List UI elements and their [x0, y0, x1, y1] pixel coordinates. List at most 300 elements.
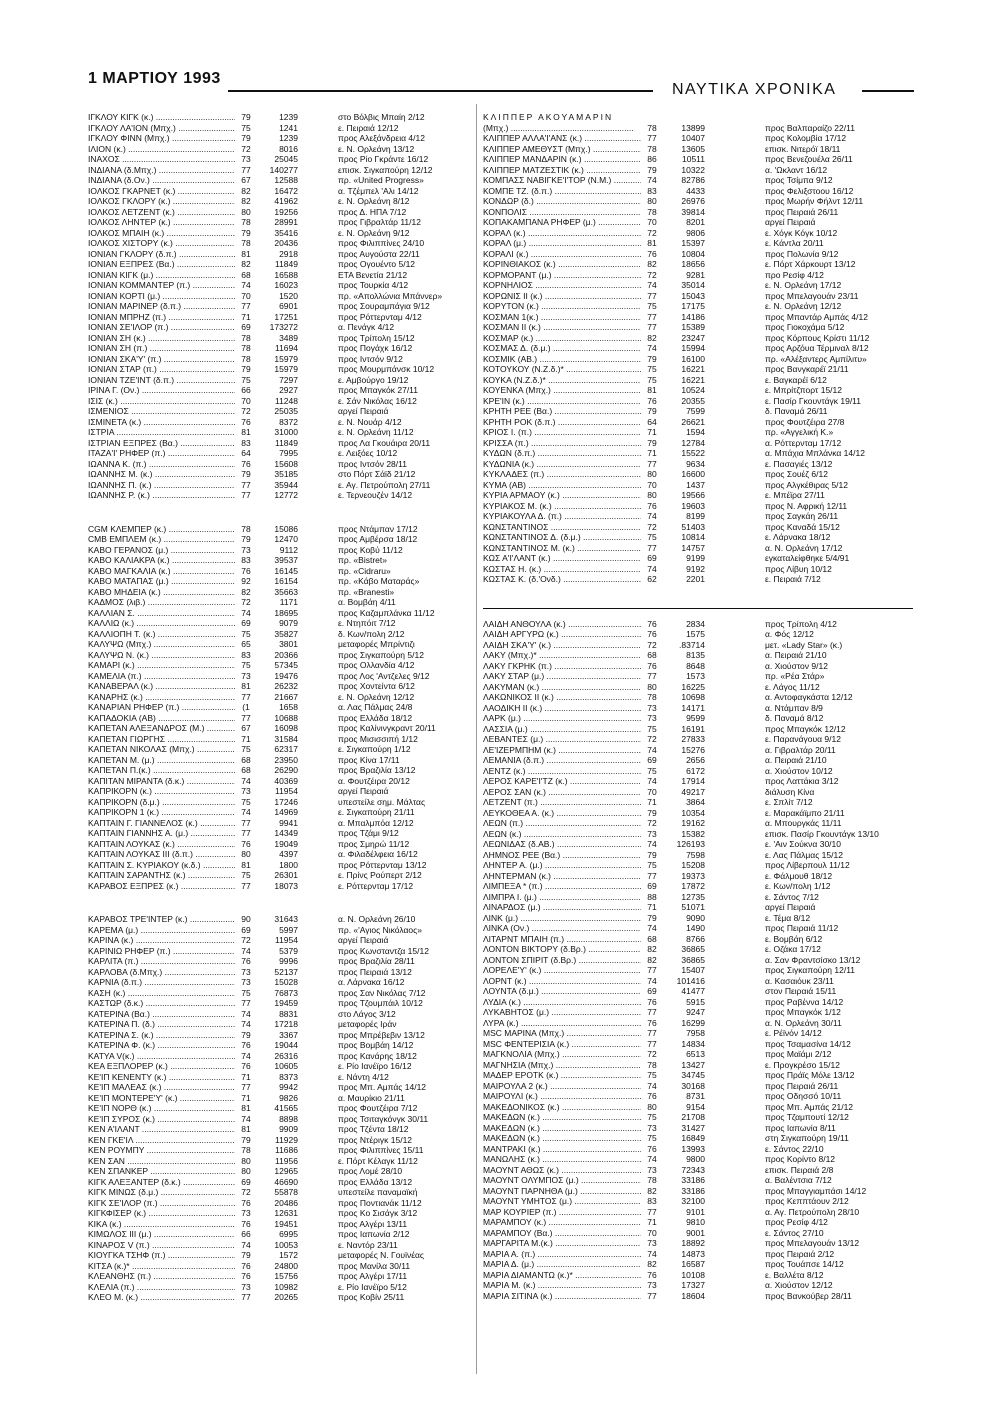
- ship-position: ε. Κάντλα 20/11: [765, 238, 824, 248]
- ship-name: ΛΑΚΥ ΣΤΑΡ (μ.) .....: [483, 671, 641, 682]
- ship-position: προς Κωνσταντζα 15/12: [338, 945, 429, 956]
- ship-row: [88, 755, 488, 766]
- ship-position: προς Ιαπωνία 2/12: [338, 1229, 410, 1239]
- build-year: 66: [241, 1229, 251, 1239]
- ship-name: ΚΑΛΛΙΟΠΗ Τ. (κ.) .....: [88, 629, 235, 640]
- ship-row: [88, 576, 488, 587]
- build-year: 79: [241, 227, 251, 238]
- tonnage: 19162: [681, 818, 705, 828]
- ship-row: [88, 1030, 488, 1041]
- build-year: 73: [647, 1164, 657, 1175]
- tonnage: 13899: [681, 122, 705, 133]
- ship-position: προς Τρίπολη 15/12: [338, 332, 415, 343]
- ship-position: αργεί Πειραιά: [765, 217, 816, 227]
- build-year: 77: [241, 828, 251, 838]
- ship-row: [88, 807, 488, 818]
- ship-name: ΛΕΩΝ (π.) .....: [483, 818, 641, 829]
- tonnage: 34745: [681, 1070, 705, 1080]
- ship-name: ΜΑΟΥΝΤ ΑΘΩΣ (κ.) .....: [483, 1165, 641, 1176]
- ship-name: ΙΟΝΙΑΝ ΚΟΡΤΙ (μ.) .....: [88, 291, 235, 302]
- build-year: 81: [241, 681, 251, 691]
- ship-name: ΛΑΚΥΜΑΝ (κ.) .....: [483, 682, 641, 693]
- build-year: 75: [241, 628, 251, 639]
- ship-name: ΚΑΠΕΤΑΝ Π.(κ.) .....: [88, 765, 235, 776]
- tonnage: 8898: [279, 1113, 298, 1124]
- build-year: 86: [647, 154, 657, 164]
- ship-name: ΛΕ'ΙΖΕΡΜΠΗΜ (κ.) .....: [483, 745, 641, 756]
- ship-name: ΚΩΣΤΑΣ Η. (κ.) .....: [483, 564, 641, 575]
- tonnage: 26301: [274, 870, 298, 880]
- ship-row: [88, 1282, 488, 1293]
- ship-row: [483, 312, 913, 323]
- tonnage: 20436: [274, 238, 298, 248]
- ship-position: α. Χιούστον 12/12: [765, 1280, 833, 1290]
- tonnage: 15043: [681, 290, 705, 301]
- ship-name: ΚΑΤΥΑ V(κ.) .....: [88, 1051, 235, 1062]
- ship-position: ε. Παρανάγουα 9/12: [765, 734, 841, 744]
- ship-position: ε. Σάντος 7/12: [765, 891, 819, 902]
- ship-row: [88, 196, 488, 207]
- ship-position: προς Μωρήν Φήλντ 12/11: [765, 196, 864, 206]
- tonnage: 15756: [274, 1271, 298, 1281]
- ship-row: [483, 459, 913, 470]
- ship-row: [483, 553, 913, 564]
- ship-position: προς Βανκούβερ 28/11: [765, 1290, 852, 1301]
- ship-name: ΜΑΡΙΑ Α. (π.) .....: [483, 1249, 641, 1260]
- tonnage: 4397: [279, 849, 298, 859]
- ship-row: [88, 998, 488, 1009]
- ship-name: ΚΑΠΤΑΙΝ ΛΟΥΚΑΣ ΙΙΙ (δ.π.) .....: [88, 849, 235, 860]
- ship-name: ΚΑΣΤΩΡ (δ.κ.) .....: [88, 998, 235, 1009]
- ship-row: [483, 469, 913, 480]
- ship-row: [88, 448, 488, 459]
- ship-name: ΚΩΣΤΑΣ Κ. (δ.'Ονδ.) .....: [483, 574, 641, 585]
- ship-row: [88, 1061, 488, 1072]
- build-year: 78: [241, 523, 251, 534]
- ship-name: MSC ΜΑΡΙΝΑ (Μπχ.) .....: [483, 1028, 641, 1039]
- build-year: 73: [241, 977, 251, 987]
- ship-name: ΚΟΥΕΝΚΑ (Μπχ.) .....: [483, 385, 641, 396]
- ship-position: ε. Σάν Νικόλας 16/12: [338, 395, 417, 406]
- tonnage: 12470: [274, 534, 298, 544]
- ship-position: ε. Σιγκαπούρη 1/12: [338, 744, 411, 754]
- tonnage: 20355: [681, 395, 705, 406]
- ship-row: [483, 217, 913, 228]
- ship-position: ε. Πόρτ Κέλαγκ 11/12: [338, 1155, 418, 1166]
- ship-row: [88, 671, 488, 682]
- ship-name: ΚΟΡΝΗΛΙΟΣ .....: [483, 280, 641, 291]
- ship-position: προς Φιλιππίνες 15/11: [338, 1145, 424, 1155]
- ship-row: [483, 1175, 913, 1186]
- ship-name: ΜΑΙΡΟΥΛΙ (κ.) .....: [483, 1091, 641, 1102]
- ship-name: ΙΟΝΙΑΝ ΜΠΡΗΖ (π.) .....: [88, 312, 235, 323]
- ship-name: ΜΑΡ ΚΟΥΡΙΕΡ (π.) .....: [483, 1207, 641, 1218]
- build-year: 70: [647, 217, 657, 227]
- ship-name: ΛΑΣΣΙΑ (μ.) .....: [483, 724, 641, 735]
- ship-row: [88, 1009, 488, 1020]
- ship-row: [88, 524, 488, 535]
- ship-position: α. Πενάγκ 4/12: [338, 322, 395, 332]
- build-year: 77: [647, 542, 657, 553]
- ship-row: [88, 123, 488, 134]
- ship-row: [483, 385, 913, 396]
- ship-position: επισκ. Νιτερόϊ 18/11: [765, 143, 841, 154]
- ship-row: [88, 545, 488, 556]
- build-year: 76: [241, 838, 251, 849]
- build-year: 79: [241, 364, 251, 374]
- ship-row: [88, 660, 488, 671]
- ship-name: ΛΟΥΝΤΑ (δ.μ.) .....: [483, 986, 641, 997]
- tonnage: 18656: [681, 259, 705, 269]
- ship-row: [483, 976, 913, 987]
- build-year: 72: [647, 227, 657, 238]
- build-year: 72: [647, 818, 657, 828]
- ship-name: ΛΑΚΥ ΓΚΡΗΚ (π.) .....: [483, 661, 641, 672]
- ship-name: ΚΑΠΤΑΙΝ ΓΙΑΝΝΗΣ Α. (μ.) .....: [88, 828, 235, 839]
- ship-row: [483, 850, 913, 861]
- tonnage: 17251: [274, 311, 298, 322]
- ship-row: [88, 1271, 488, 1282]
- tonnage: 15608: [274, 458, 298, 469]
- ship-row: [88, 1145, 488, 1156]
- ship-row: [483, 839, 913, 850]
- tonnage: 20366: [274, 649, 298, 660]
- tonnage: 5915: [686, 996, 705, 1007]
- ship-name: ΛΥΡΑ (κ.) .....: [483, 1018, 641, 1029]
- build-year: 77: [647, 1007, 657, 1017]
- build-year: 81: [241, 248, 251, 259]
- tonnage: 9154: [686, 1101, 705, 1112]
- ship-row: [88, 1240, 488, 1251]
- ship-row: [88, 967, 488, 978]
- build-year: 74: [647, 923, 657, 933]
- ship-position: ε. Σιγκαπούρη 21/11: [338, 807, 415, 817]
- build-year: 75: [241, 870, 251, 880]
- tonnage: 9112: [279, 544, 298, 555]
- build-year: 76: [241, 1061, 251, 1071]
- ship-row: [483, 1238, 913, 1249]
- tonnage: 3489: [279, 332, 298, 343]
- ship-name: ΚΑΡΙΝΑ (κ.) .....: [88, 935, 235, 946]
- build-year: 82: [647, 1259, 657, 1269]
- ship-position: ε. Βαγκαρέϊ 6/12: [765, 374, 827, 385]
- tonnage: 32100: [681, 1196, 705, 1206]
- build-year: 90: [241, 914, 251, 924]
- tonnage: 9942: [279, 1082, 298, 1092]
- ship-row: [88, 935, 488, 946]
- tonnage: 51071: [681, 902, 705, 912]
- tonnage: 31427: [681, 1122, 705, 1133]
- ship-row: [88, 1156, 488, 1167]
- ship-row: [483, 175, 913, 186]
- ship-position: πρ. «Ρέα Στάρ»: [765, 671, 825, 681]
- ship-position: προς Μπελαγουάν 13/12: [765, 1238, 860, 1248]
- ship-name: ΙΟΝΙΑΝ ΣΤΑΡ (π.) .....: [88, 364, 235, 375]
- ship-position: προς Σιγκαπούρη 5/12: [338, 649, 424, 660]
- tonnage: 20486: [274, 1197, 298, 1208]
- ship-row: [483, 364, 913, 375]
- ship-name: ΚΡΕ'ΙΝ (κ.) .....: [483, 396, 641, 407]
- ship-name: ΚΑΡΝΙΑ (δ.π.) .....: [88, 977, 235, 988]
- ship-row: [483, 543, 913, 554]
- build-year: 72: [241, 406, 251, 416]
- ship-name: ΙΣΜΙΝΕΤΑ (κ.) .....: [88, 417, 235, 428]
- build-year: 75: [241, 796, 251, 807]
- ship-row: [88, 534, 488, 545]
- build-year: 79: [647, 912, 657, 923]
- tonnage: 18604: [681, 1290, 705, 1301]
- ship-row: [483, 133, 913, 144]
- tonnage: 5379: [279, 945, 298, 956]
- tonnage: 101416: [676, 975, 705, 986]
- ship-row: [88, 396, 488, 407]
- tonnage: 9599: [686, 713, 705, 723]
- ship-row: [483, 986, 913, 997]
- tonnage: 16849: [681, 1133, 705, 1143]
- build-year: 71: [241, 311, 251, 322]
- ship-name: CMB ΕΜΠΛΕΜ (κ.) .....: [88, 534, 235, 545]
- tonnage: 14873: [681, 1248, 705, 1259]
- build-year: 77: [241, 998, 251, 1008]
- ship-row: [88, 1019, 488, 1030]
- ship-row: [88, 186, 488, 197]
- build-year: 81: [647, 385, 657, 395]
- ship-row: [483, 944, 913, 955]
- ship-position: ε. Ντηπόιτ 7/12: [338, 618, 396, 628]
- ship-position: α. Χιούστον 9/12: [765, 660, 828, 671]
- ship-position: προς Φουτζέιρα 27/8: [765, 416, 845, 427]
- ship-name: ΚΑΠΤΑΙΝ Σ. ΚΥΡΙΑΚΟΥ (κ.δ.) .....: [88, 860, 235, 871]
- tonnage: 1572: [279, 1250, 298, 1260]
- ship-position: ε. 'Αιν Σούκνα 30/10: [765, 839, 841, 849]
- ship-position: αργεί Πειραιά: [338, 406, 389, 416]
- ship-name: ΛΙΜΠΕΞΑ * (π.) .....: [483, 881, 641, 892]
- ship-row: [483, 682, 913, 693]
- ship-name: ΚΑΝΑΒΕΡΑΛ (κ.) .....: [88, 681, 235, 692]
- ship-position: πρ. «'Αγιος Νικόλαος»: [338, 924, 422, 935]
- tonnage: 51403: [681, 521, 705, 532]
- right-column: [483, 112, 913, 1324]
- ship-row: [483, 619, 913, 630]
- tonnage: 31643: [274, 914, 298, 924]
- ship-position: προς Τσιταγκόνγκ 30/11: [338, 1113, 429, 1124]
- tonnage: 16221: [681, 364, 705, 374]
- build-year: 74: [241, 280, 251, 290]
- ship-row: [88, 238, 488, 249]
- ship-name: ΙΣΤΡΙΑΝ ΕΞΠΡΕΣ (Βα.) .....: [88, 438, 235, 449]
- ship-row: [483, 871, 913, 882]
- build-year: 69: [241, 322, 251, 332]
- ship-position: α. Πειραιά 21/10: [765, 650, 827, 660]
- ship-name: ΜΑΟΥΝΤ ΟΛΥΜΠΟΣ (μ.) .....: [483, 1175, 641, 1186]
- build-year: 66: [241, 385, 251, 395]
- tonnage: 15276: [681, 744, 705, 755]
- ship-row: [483, 1112, 913, 1123]
- ship-position: προς Κο Σισάγκ 3/12: [338, 1208, 418, 1218]
- tonnage: 15407: [681, 965, 705, 975]
- ship-row: [88, 681, 488, 692]
- ship-row: [88, 765, 488, 776]
- tonnage: 18073: [274, 880, 298, 891]
- ship-row: [483, 154, 913, 165]
- ship-name: ΙΟΝΙΑΝ ΕΞΠΡΕΣ (Βα.) .....: [88, 259, 235, 270]
- ship-position: προς Αλγέρι 17/11: [338, 1271, 408, 1281]
- build-year: 76: [647, 1017, 657, 1028]
- ship-row: [483, 1060, 913, 1071]
- ship-position: προ Ρεσίφ 4/12: [765, 269, 824, 280]
- ship-name: ΚΑΜΕΛΙΑ (π.) .....: [88, 671, 235, 682]
- ship-row: [88, 723, 488, 734]
- ship-position: προς Λομέ 28/10: [338, 1166, 403, 1176]
- build-year: 68: [241, 269, 251, 280]
- ship-name: ΚΕΝ ΓΚΕ'ΙΛ .....: [88, 1135, 235, 1146]
- ship-row: [88, 828, 488, 839]
- ship-row: [88, 618, 488, 629]
- ship-position: προς Αλγέρι 13/11: [338, 1218, 408, 1229]
- ship-name: ΛΗΝΤΕΡΜΑΝ (κ.) .....: [483, 871, 641, 882]
- ship-row: [88, 692, 488, 703]
- ship-row: [483, 207, 913, 218]
- tonnage: 10804: [681, 248, 705, 259]
- tonnage: 41962: [274, 196, 298, 206]
- ship-name: ΜΑΚΕΔΩΝ (κ.) .....: [483, 1112, 641, 1123]
- build-year: 81: [241, 1124, 251, 1134]
- build-year: 74: [241, 807, 251, 817]
- build-year: 73: [241, 1208, 251, 1218]
- ship-position: α. Μπάχια Μπλάνκα 14/12: [765, 448, 865, 458]
- ship-row: [483, 511, 913, 522]
- ship-name: ΙΡΙΝΑ Γ. (Ον.) .....: [88, 385, 235, 396]
- ship-position: ε. Ν. Ορλεάνη 17/12: [765, 280, 842, 290]
- build-year: 73: [241, 544, 251, 555]
- tonnage: 18892: [681, 1238, 705, 1248]
- ship-name: ΚΑΡΕΜΑ (μ.) .....: [88, 925, 235, 936]
- tonnage: 28991: [274, 217, 298, 227]
- ship-position: πρ. «United Progress»: [338, 175, 424, 185]
- build-year: 79: [241, 1134, 251, 1145]
- tonnage: 8373: [279, 1071, 298, 1082]
- build-year: 77: [241, 691, 251, 702]
- ship-name: ΚΙΜΩΛΟΣ ΙΙΙ (μ.) .....: [88, 1229, 235, 1240]
- ship-position: ε. Αμβούργο 19/12: [338, 374, 409, 385]
- ship-name: ΚΑΣΗ (κ.) .....: [88, 988, 235, 999]
- tonnage: 14834: [681, 1038, 705, 1049]
- build-year: 77: [647, 290, 657, 301]
- ship-name: ΚΟΠΑΚΑΜΠΑΝΑ ΡΗΦΕΡ (μ.) .....: [483, 217, 641, 228]
- ship-position: ε. Ρίο Ιανέϊρο 16/12: [338, 1061, 412, 1071]
- ship-name: ΚΥΚΛΑΔΕΣ (π.) .....: [483, 469, 641, 480]
- tonnage: 6513: [686, 1049, 705, 1059]
- build-year: 82: [647, 332, 657, 343]
- ship-row: [88, 217, 488, 228]
- ship-name: ΙΟΛΚΟΣ ΓΚΑΡΝΕΤ (κ.) .....: [88, 186, 235, 197]
- build-year: 82: [647, 259, 657, 269]
- ship-position: προς Ποντιανάκ 11/12: [338, 1197, 422, 1208]
- build-year: 72: [647, 639, 657, 650]
- tonnage: 6901: [279, 301, 298, 311]
- left-column: [88, 112, 488, 1326]
- ship-position: προς Μπ. Αμπάς 21/12: [765, 1101, 854, 1112]
- ship-position: προς Τσίμπα 9/12: [765, 175, 833, 185]
- ship-position: προς Μισισσιπή 1/12: [338, 733, 418, 744]
- ship-position: προς Κίνα 17/11: [338, 754, 400, 765]
- ship-name: ΙΟΝΙΑΝ ΓΚΛΟΡΥ (δ.π.) .....: [88, 249, 235, 260]
- ship-row: [483, 249, 913, 260]
- tonnage: 26316: [274, 1050, 298, 1061]
- build-year: 74: [647, 175, 657, 185]
- tonnage: 15028: [274, 977, 298, 987]
- tonnage: 8199: [686, 511, 705, 521]
- ship-position: προς Ραβέννα 14/12: [765, 996, 844, 1007]
- ship-row: [483, 490, 913, 501]
- tonnage: 19451: [274, 1218, 298, 1229]
- ship-row: [88, 1103, 488, 1114]
- ship-name: ΚΑΠΙΤΑΝ ΜΙΡΑΝΤΑ (δ.κ.) .....: [88, 776, 235, 787]
- build-year: 78: [241, 353, 251, 364]
- ship-row: [88, 469, 488, 480]
- tonnage: 2927: [279, 385, 298, 395]
- ship-name: ΚΟΣΜΑΣ Δ. (δ.μ.) .....: [483, 343, 641, 354]
- ship-position: δ. Παναμά 26/11: [765, 406, 828, 416]
- build-year: 79: [241, 1029, 251, 1040]
- ship-position: α. Βομβάη 4/11: [338, 597, 396, 607]
- build-year: 76: [647, 1143, 657, 1154]
- ship-row: [88, 988, 488, 999]
- ship-name: ΚΑΡΛΙΤΑ (π.) .....: [88, 956, 235, 967]
- tonnage: 11954: [274, 786, 298, 796]
- build-year: 75: [647, 860, 657, 870]
- tonnage: 12588: [274, 175, 298, 185]
- right-block: [483, 619, 913, 1302]
- ship-row: [88, 713, 488, 724]
- ship-position: πρ. «Αλέξαντερς Αμπίλιτυ»: [765, 353, 867, 364]
- journal-title: ΝΑΥΤΙΚΑ ΧΡΟΝΙΚΑ: [672, 81, 837, 98]
- build-year: 75: [647, 765, 657, 776]
- ship-name: ΚΟΡΜΟΡΑΝΤ (μ.) .....: [483, 270, 641, 281]
- build-year: 81: [647, 238, 657, 248]
- ship-name: ΛΟΝΤΟΝ ΒΙΚΤΟΡΥ (δ.Βρ.) .....: [483, 944, 641, 955]
- tonnage: 1800: [279, 859, 298, 870]
- build-year: 71: [241, 733, 251, 744]
- tonnage: 35663: [274, 586, 298, 597]
- tonnage: 7958: [686, 1028, 705, 1038]
- build-year: 76: [241, 1218, 251, 1229]
- ship-position: ε. Χόγκ Κόγκ 10/12: [765, 227, 838, 238]
- tonnage: 16221: [681, 374, 705, 385]
- tonnage: 1239: [279, 112, 298, 122]
- ship-name: ΚΑΠΡΙΚΟΡΝ (δ.μ.) .....: [88, 797, 235, 808]
- ship-name: ΚΥΜΑ (ΑΒ) .....: [483, 480, 641, 491]
- ship-row: [88, 375, 488, 386]
- ship-position: προς Ρίο Γκράντε 16/12: [338, 154, 429, 164]
- ship-name: ΚΡΗΤΗ ΡΕΕ (Βα.) .....: [483, 406, 641, 417]
- build-year: 76: [647, 996, 657, 1007]
- tonnage: .83714: [679, 639, 705, 650]
- ship-name: ΚΕ'ΙΠ ΣΥΡΟΣ (κ.) .....: [88, 1114, 235, 1125]
- ship-row: [88, 1040, 488, 1051]
- ship-row: [88, 385, 488, 396]
- ship-name: ΚΑΝΑΡΗΣ (κ.) .....: [88, 692, 235, 703]
- tonnage: 15382: [681, 828, 705, 839]
- ship-name: ΚΟΣΜΑΝ ΙΙ (κ.) .....: [483, 322, 641, 333]
- tonnage: 25035: [274, 406, 298, 416]
- ship-row: [88, 322, 488, 333]
- build-year: 78: [241, 332, 251, 343]
- ship-row: [88, 301, 488, 312]
- ship-row: [88, 175, 488, 186]
- build-year: 73: [647, 828, 657, 839]
- ship-position: προς Καζαμπλάνκα 11/12: [338, 607, 435, 618]
